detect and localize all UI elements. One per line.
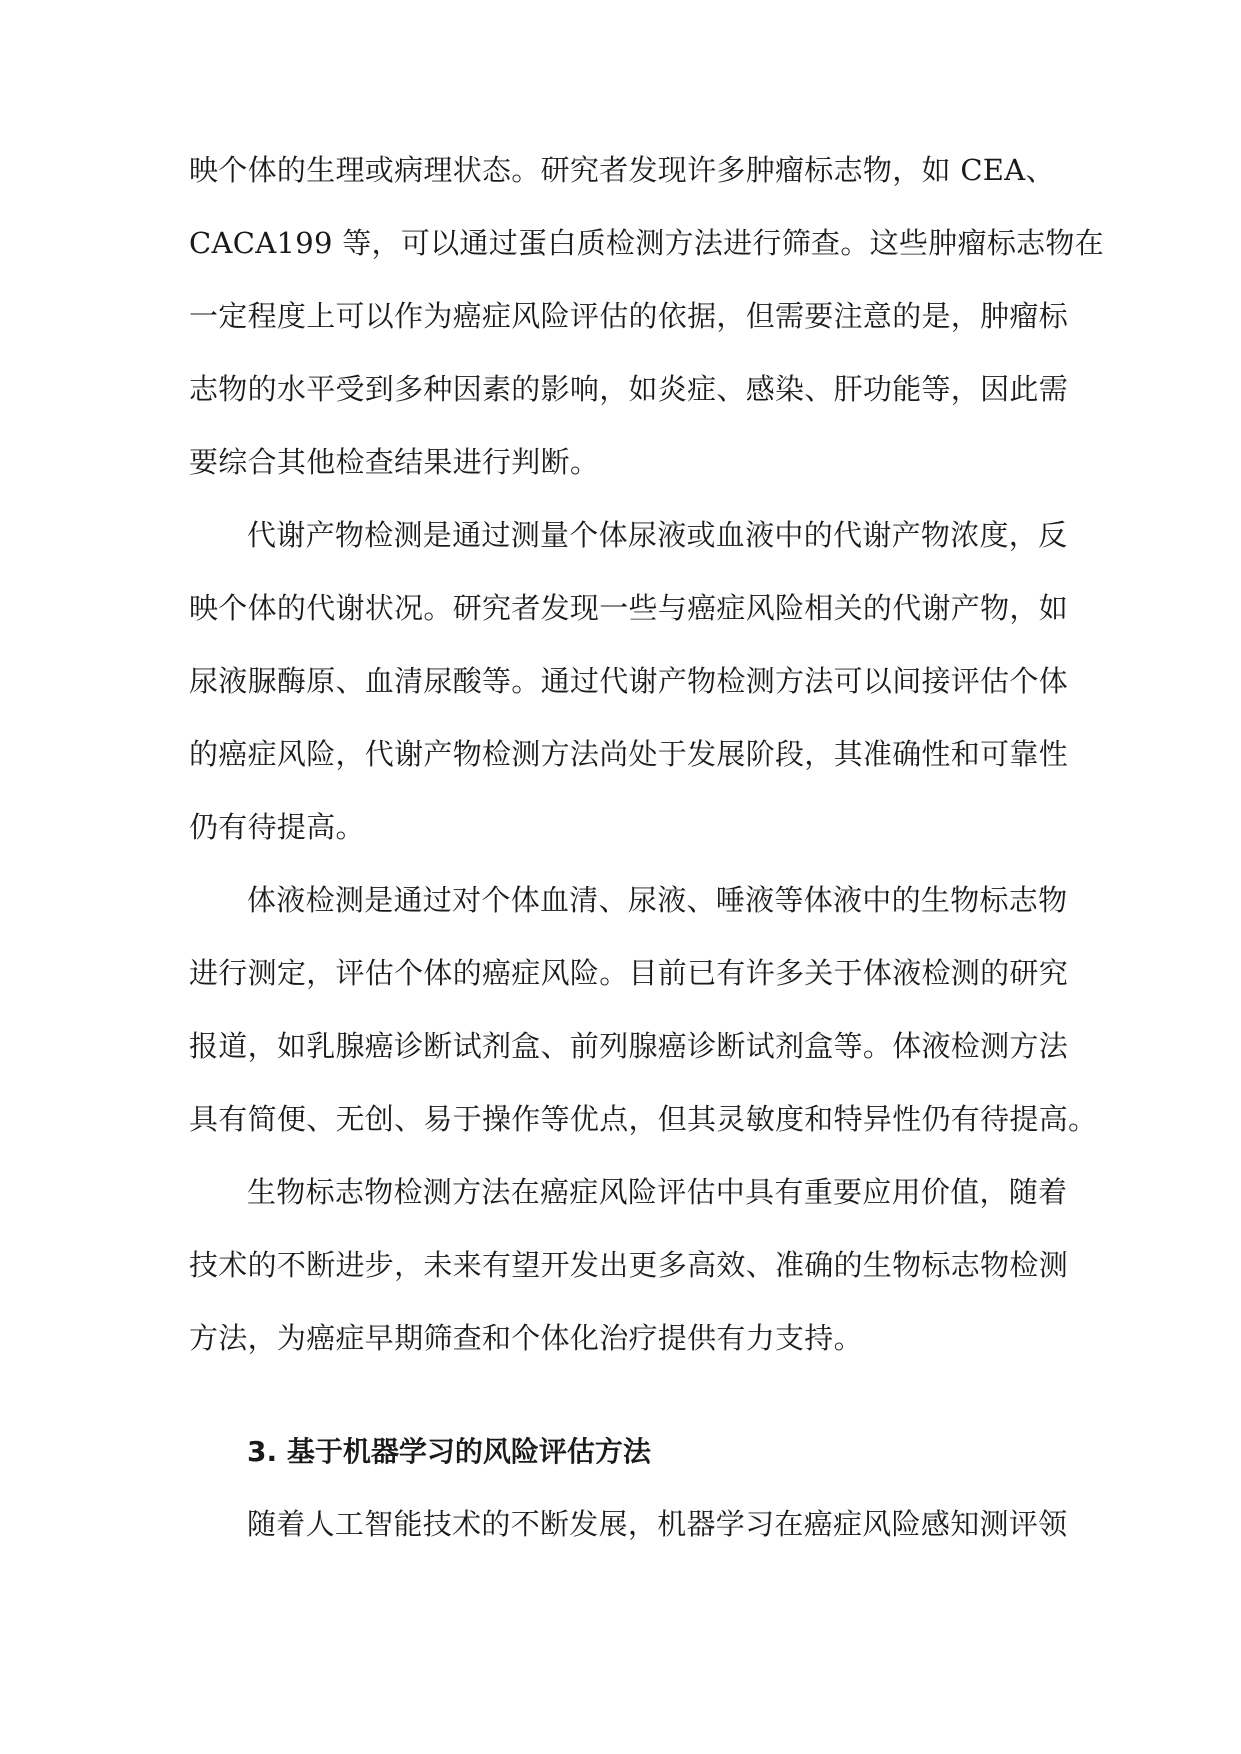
text-line: CACA199 等，可以通过蛋白质检测方法进行筛查。这些肿瘤标志物在 — [189, 226, 1105, 260]
text-line: 方法，为癌症早期筛查和个体化治疗提供有力支持。 — [189, 1321, 863, 1355]
text-line: 的癌症风险，代谢产物检测方法尚处于发展阶段，其准确性和可靠性 — [189, 737, 1069, 771]
paragraph-metabolite-detection — [189, 499, 1069, 864]
section-heading: 3. 基于机器学习的风险评估方法 — [247, 1435, 651, 1468]
paragraph-machine-learning-intro — [189, 1488, 1068, 1561]
text-line: 一定程度上可以作为癌症风险评估的依据，但需要注意的是，肿瘤标 — [189, 299, 1069, 333]
text-line: 进行测定，评估个体的癌症风险。目前已有许多关于体液检测的研究 — [189, 956, 1069, 990]
document-page — [189, 134, 1105, 1561]
text-line: 报道，如乳腺癌诊断试剂盒、前列腺癌诊断试剂盒等。体液检测方法 — [189, 1029, 1069, 1063]
paragraph-protein-markers — [189, 134, 1105, 499]
paragraph-body-fluid-detection — [189, 864, 1098, 1156]
text-line: 映个体的生理或病理状态。研究者发现许多肿瘤标志物，如 CEA、 — [189, 153, 1055, 187]
text-line: 映个体的代谢状况。研究者发现一些与癌症风险相关的代谢产物，如 — [189, 591, 1069, 625]
text-line: 体液检测是通过对个体血清、尿液、唾液等体液中的生物标志物 — [247, 883, 1068, 917]
text-line: 生物标志物检测方法在癌症风险评估中具有重要应用价值，随着 — [247, 1175, 1068, 1209]
text-line: 志物的水平受到多种因素的影响，如炎症、感染、肝功能等，因此需 — [189, 372, 1069, 406]
text-line: 技术的不断进步，未来有望开发出更多高效、准确的生物标志物检测 — [189, 1248, 1069, 1282]
text-line: 仍有待提高。 — [189, 810, 365, 844]
text-line: 随着人工智能技术的不断发展，机器学习在癌症风险感知测评领 — [247, 1507, 1068, 1541]
text-line: 代谢产物检测是通过测量个体尿液或血液中的代谢产物浓度，反 — [247, 518, 1068, 552]
text-line: 具有简便、无创、易于操作等优点，但其灵敏度和特异性仍有待提高。 — [189, 1102, 1098, 1136]
text-line: 尿液脲酶原、血清尿酸等。通过代谢产物检测方法可以间接评估个体 — [189, 664, 1069, 698]
text-line: 要综合其他检查结果进行判断。 — [189, 445, 600, 479]
paragraph-biomarker-summary — [189, 1156, 1069, 1375]
